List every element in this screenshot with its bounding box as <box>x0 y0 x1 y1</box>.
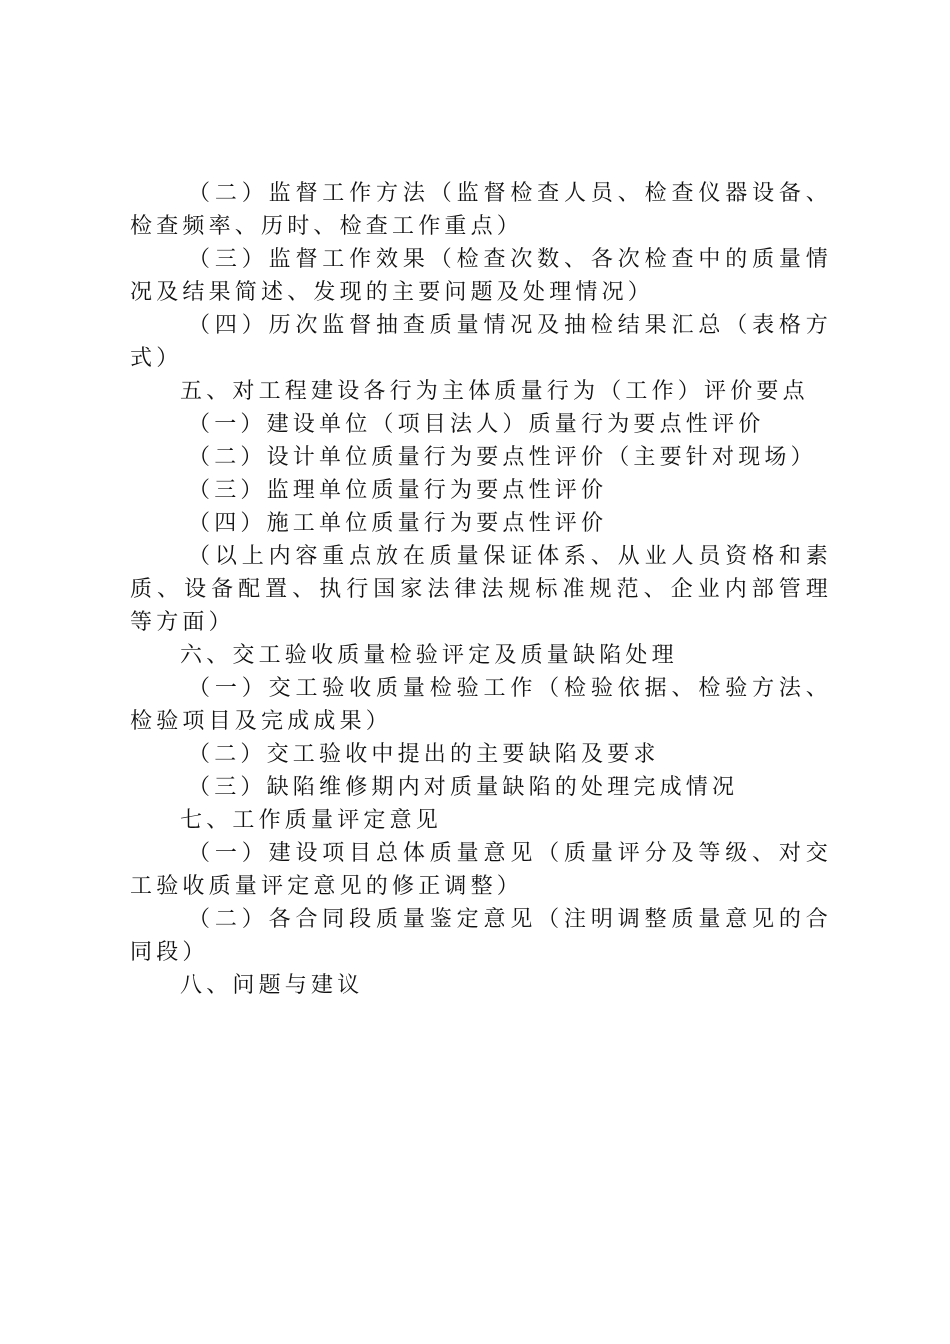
paragraph-supervision-effect: （三）监督工作效果（检查次数、各次检查中的质量情况及结果简述、发现的主要问题及处理情况） <box>130 247 832 305</box>
section-heading-6: 六、交工验收质量检验评定及质量缺陷处理 <box>180 643 678 668</box>
paragraph-supervisor-evaluation: （三）监理单位质量行为要点性评价 <box>188 478 608 503</box>
paragraph-acceptance-defects: （二）交工验收中提出的主要缺陷及要求 <box>188 742 660 767</box>
section-heading-7: 七、工作质量评定意见 <box>180 808 443 833</box>
paragraph-contract-section-opinion: （二）各合同段质量鉴定意见（注明调整质量意见的合同段） <box>130 907 832 965</box>
paragraph-acceptance-inspection: （一）交工验收质量检验工作（检验依据、检验方法、检验项目及完成成果） <box>130 676 832 734</box>
paragraph-overall-quality-opinion: （一）建设项目总体质量意见（质量评分及等级、对交工验收质量评定意见的修正调整） <box>130 841 832 899</box>
document-body <box>130 177 832 1002</box>
paragraph-owner-evaluation: （一）建设单位（项目法人）质量行为要点性评价 <box>188 412 765 437</box>
paragraph-sampling-summary: （四）历次监督抽查质量情况及抽检结果汇总（表格方式） <box>130 313 832 371</box>
section-heading-8: 八、问题与建议 <box>180 973 364 998</box>
paragraph-supervision-method: （二）监督工作方法（监督检查人员、检查仪器设备、检查频率、历时、检查工作重点） <box>130 181 832 239</box>
paragraph-design-evaluation: （二）设计单位质量行为要点性评价（主要针对现场） <box>188 445 817 470</box>
paragraph-contractor-evaluation: （四）施工单位质量行为要点性评价 <box>188 511 608 536</box>
section-heading-5: 五、对工程建设各行为主体质量行为（工作）评价要点 <box>180 379 809 404</box>
paragraph-defect-repair: （三）缺陷维修期内对质量缺陷的处理完成情况 <box>188 775 739 800</box>
paragraph-evaluation-focus-note: （以上内容重点放在质量保证体系、从业人员资格和素质、设备配置、执行国家法律法规标准规范、企业内部管理等方面） <box>130 544 832 635</box>
